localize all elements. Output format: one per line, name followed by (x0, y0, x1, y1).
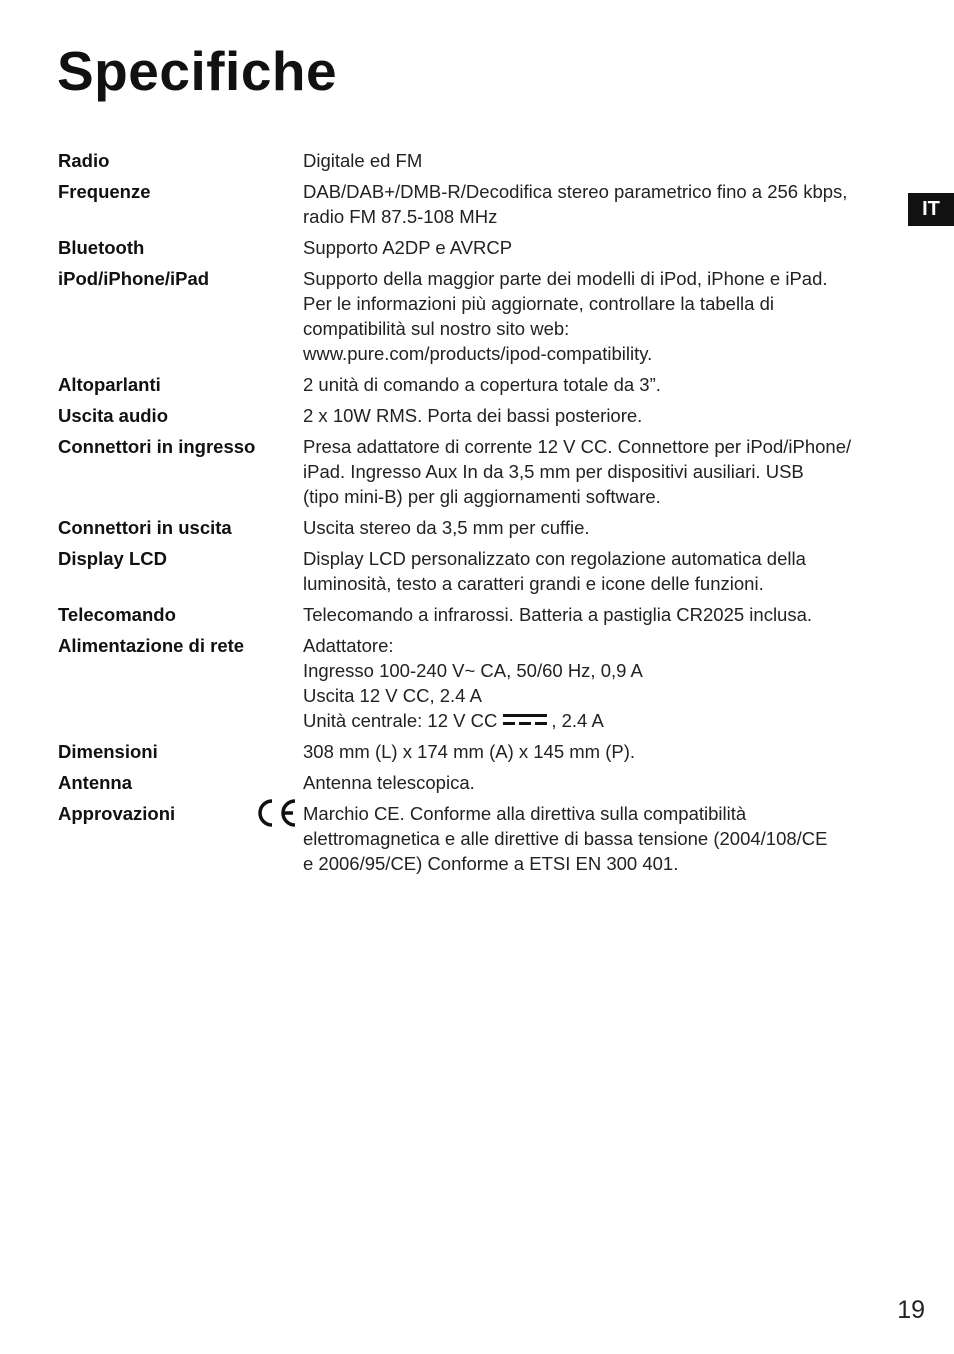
spec-row (58, 739, 908, 764)
language-tab: IT (908, 193, 954, 226)
spec-label: Connettori in uscita (58, 517, 232, 538)
spec-value-line: 308 mm (L) x 174 mm (A) x 145 mm (P). (303, 741, 636, 762)
spec-value-line: Marchio CE. Conforme alla direttiva sulla compatibilità (303, 803, 747, 824)
spec-row (58, 403, 908, 428)
spec-value-line: 2 x 10W RMS. Porta dei bassi posteriore. (303, 405, 643, 426)
spec-value (303, 546, 903, 596)
spec-label: Approvazioni (58, 803, 176, 824)
spec-value-line: Display LCD personalizzato con regolazione automatica della (303, 548, 806, 569)
spec-value (303, 633, 903, 733)
spec-value-line (303, 708, 903, 733)
spec-label: Antenna (58, 772, 132, 793)
spec-label: Bluetooth (58, 237, 145, 258)
spec-label: Display LCD (58, 548, 167, 569)
spec-value (303, 148, 903, 173)
spec-label: iPod/iPhone/iPad (58, 268, 210, 289)
spec-value (303, 739, 903, 764)
spec-label: Connettori in ingresso (58, 436, 256, 457)
spec-value-line: Telecomando a infrarossi. Batteria a pastiglia CR2025 inclusa. (303, 604, 813, 625)
spec-label: Frequenze (58, 181, 151, 202)
spec-row (58, 179, 908, 229)
spec-value-line: Uscita stereo da 3,5 mm per cuffie. (303, 517, 590, 538)
spec-value-line: Antenna telescopica. (303, 772, 475, 793)
spec-value-line: compatibilità sul nostro sito web: (303, 318, 570, 339)
dc-line-text: , 2.4 A (551, 710, 604, 731)
spec-value (303, 235, 903, 260)
spec-row (58, 515, 908, 540)
spec-value (303, 770, 903, 795)
spec-value-line: Supporto A2DP e AVRCP (303, 237, 513, 258)
spec-label: Altoparlanti (58, 374, 161, 395)
spec-row (58, 633, 908, 733)
spec-value-line: Supporto della maggior parte dei modelli di iPod, iPhone e iPad. (303, 268, 828, 289)
spec-row (58, 602, 908, 627)
spec-row (58, 546, 908, 596)
spec-value-line: Adattatore: (303, 635, 394, 656)
spec-value (303, 602, 903, 627)
spec-value-line: radio FM 87.5-108 MHz (303, 206, 498, 227)
spec-value (303, 372, 903, 397)
spec-value-line: Ingresso 100-240 V~ CA, 50/60 Hz, 0,9 A (303, 660, 643, 681)
page-number: 19 (897, 1296, 925, 1324)
spec-table (58, 148, 908, 882)
spec-value (303, 801, 903, 876)
spec-label: Alimentazione di rete (58, 635, 245, 656)
spec-value-line: (tipo mini-B) per gli aggiornamenti software. (303, 486, 661, 507)
spec-value-line: Per le informazioni più aggiornate, controllare la tabella di (303, 293, 774, 314)
spec-value (303, 266, 903, 366)
spec-value-line: luminosità, testo a caratteri grandi e icone delle funzioni. (303, 573, 764, 594)
spec-label: Dimensioni (58, 741, 158, 762)
spec-row (58, 434, 908, 509)
spec-value-line: Presa adattatore di corrente 12 V CC. Connettore per iPod/iPhone/ (303, 436, 852, 457)
spec-value-line: elettromagnetica e alle direttive di bassa tensione (2004/108/CE (303, 828, 828, 849)
spec-value-line: www.pure.com/products/ipod-compatibility. (303, 343, 653, 364)
spec-value (303, 403, 903, 428)
page-title: Specifiche (57, 40, 338, 102)
spec-label: Radio (58, 150, 110, 171)
spec-value-line: Uscita 12 V CC, 2.4 A (303, 685, 482, 706)
spec-row (58, 235, 908, 260)
spec-value-line: DAB/DAB+/DMB-R/Decodifica stereo parametrico fino a 256 kbps, (303, 181, 848, 202)
spec-value-line: Digitale ed FM (303, 150, 423, 171)
spec-label: Uscita audio (58, 405, 168, 426)
spec-value-line: 2 unità di comando a copertura totale da 3”. (303, 374, 661, 395)
spec-row (58, 801, 908, 876)
ce-mark-icon (252, 795, 298, 831)
spec-label: Telecomando (58, 604, 176, 625)
spec-row (58, 266, 908, 366)
spec-value-line: e 2006/95/CE) Conforme a ETSI EN 300 401. (303, 853, 679, 874)
dc-line-text: Unità centrale: 12 V CC (303, 710, 498, 731)
spec-row (58, 372, 908, 397)
dc-current-icon (503, 713, 547, 727)
spec-value (303, 179, 903, 229)
spec-row (58, 770, 908, 795)
spec-value (303, 434, 903, 509)
spec-row (58, 148, 908, 173)
spec-value (303, 515, 903, 540)
spec-value-line: iPad. Ingresso Aux In da 3,5 mm per dispositivi ausiliari. USB (303, 461, 804, 482)
